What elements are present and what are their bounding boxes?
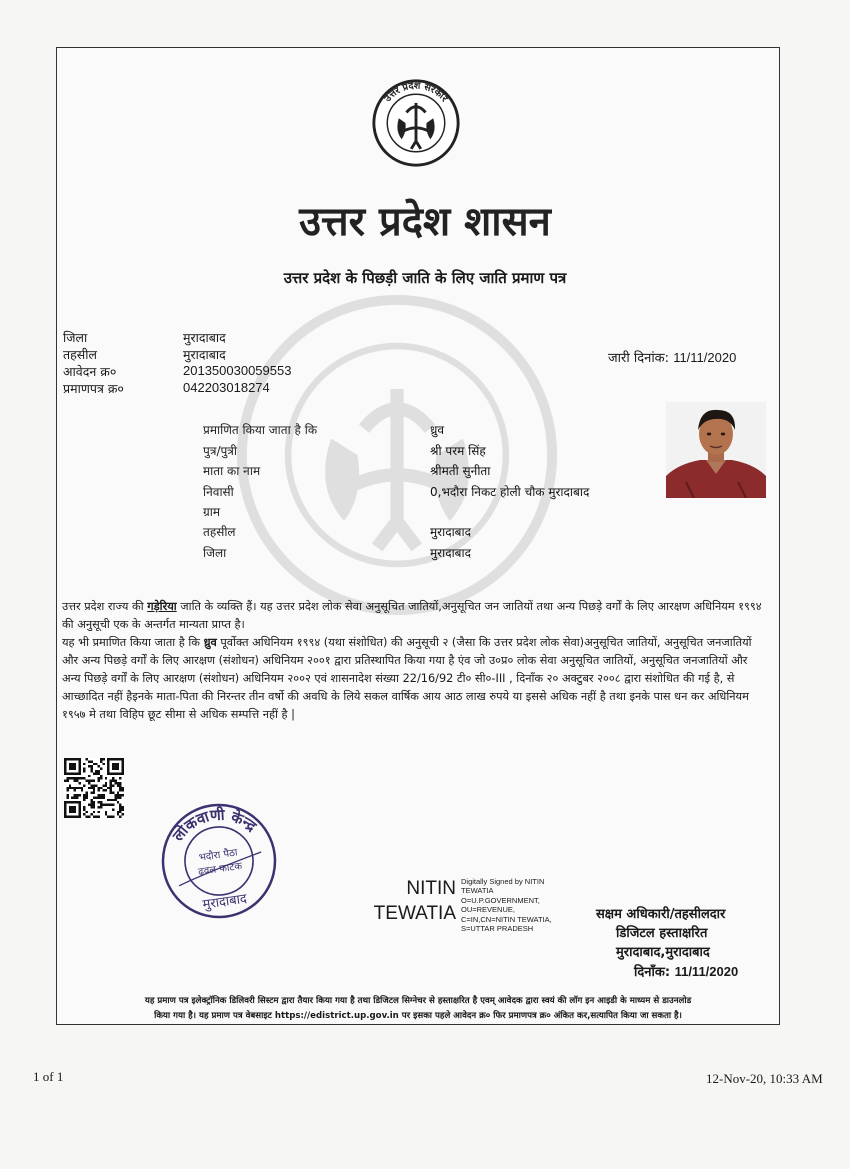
officer-date: 11/11/2020: [674, 964, 739, 979]
caste-name: गड़ेरिया: [147, 600, 177, 613]
body-text: यह भी प्रमाणित किया जाता है कि: [62, 636, 204, 649]
officer-date-label: दिनाँक:: [634, 965, 671, 980]
applicant-name: ध्रुव: [203, 636, 217, 649]
officer-place: मुरादाबाद,मुरादाबाद: [616, 945, 710, 960]
application-number-label: आवेदन क्र०: [63, 364, 117, 379]
certificate-number-value: 042203018274: [183, 380, 270, 395]
body-text: पूर्वोक्त अधिनियम १९९४ (यथा संशोधित) की अनुसूची २ (जैसा कि उत्तर प्रदेश लोक सेवा)अनुसूचित जातियों, अनुसूचित जनजातियों और अन्य पिछड़े वर्गों के लिए आरक्षण (संशोधन) अधिनियम २००१ द्वारा प्रतिस्थापित किया गया है एंव जो उ०प्र० लोक सेवा अनुसूचित जातियों, अनुसूचित जनजातियों और अन्य पिछड़े वर्गों के लिए आरक्षण (संशोधन) अधिनियम २००२ एवं शासनादेश संख्या 22/16/92 टी० सी०-III , दिनाँक २० अक्टुबर २००८ द्वारा संशोधित की गई है, से आच्छादित नहीं हैइनके माता-पिता की निरन्तर तीन वर्षो की अवधि के लिये सकल वार्षिक आय आठ लाख रुपये या इससे अधिक नहीं है तथा इनके पास धन कर अधिनियम १९५७ मे तथा विहिप छूट सीमा से अधिक सम्पत्ति नहीं है |: [62, 636, 752, 721]
lokvani-seal-stamp: [158, 800, 280, 922]
tehsil-label: तहसील: [63, 347, 97, 362]
seal-bottom-text: मुरादाबाद: [201, 891, 248, 913]
field-value: 0,भदौरा निकट होली चौक मुरादाबाद: [430, 485, 590, 499]
certificate-number-label: प्रमाणपत्र क्र०: [63, 381, 124, 396]
issue-date: [608, 348, 736, 366]
application-number-value: 201350030059553: [183, 363, 292, 378]
signature-detail-line: O=U.P.GOVERNMENT,: [461, 895, 540, 905]
field-label: माता का नाम: [203, 464, 261, 478]
field-value: मुरादाबाद: [430, 546, 472, 560]
signature-detail-line: TEWATIA: [461, 886, 494, 896]
svg-text:लोकवाणी केन्द्र: [165, 800, 262, 847]
watermark-emblem-icon: [232, 290, 562, 620]
up-government-emblem-icon: [368, 78, 464, 168]
page-title: उत्तर प्रदेश शासन: [299, 198, 551, 245]
field-value: श्रीमती सुनीता: [430, 464, 491, 478]
tehsil-value: मुरादाबाद: [183, 347, 226, 362]
print-timestamp: 12-Nov-20, 10:33 AM: [706, 1071, 823, 1086]
field-label: निवासी: [203, 485, 234, 499]
digital-signer-name: [366, 876, 456, 926]
body-text: जाति के व्यक्ति हैं। यह उत्तर प्रदेश लोक सेवा अनुसूचित जातियों,अनुसूचित जन जातियों तथा अन्य पिछड़े वर्गों के लिए आरक्षण अधिनियम १९९४ की अनुसूची एक के अन्तर्गत मान्यता प्राप्त है।: [62, 600, 762, 631]
signature-detail-line: Digitally Signed by NITIN: [461, 877, 545, 886]
seal-outer-text: लोकवाणी केन्द्र: [169, 805, 260, 845]
field-label: प्रमाणित किया जाता है कि: [203, 423, 318, 437]
issuing-officer: [596, 905, 738, 982]
officer-digital-signed: डिजिटल हस्ताक्षरित: [616, 926, 708, 941]
field-label: जिला: [203, 546, 227, 560]
field-label: ग्राम: [203, 505, 221, 519]
certificate-subtitle: उत्तर प्रदेश के पिछड़ी जाति के लिए जाति प्रमाण पत्र: [283, 269, 567, 287]
verification-note-line: यह प्रमाण पत्र इलेक्ट्रॉनिक डिलिवरी सिस्टम द्वारा तैयार किया गया है तथा डिजिटल सिग्नेचर से हस्ताक्षरित है एवम् आवेदक द्वारा स्वयं की लॉग इन आइडी के माध्यम से डाउनलोड: [144, 996, 692, 1006]
field-value: श्री परम सिंह: [430, 444, 486, 458]
district-value: मुरादाबाद: [183, 330, 226, 345]
signature-detail-line: S=UTTAR PRADESH: [461, 924, 534, 934]
qr-code-icon[interactable]: [64, 758, 124, 818]
verification-note: [62, 994, 774, 1024]
officer-title: सक्षम अधिकारी/तहसीलदार: [596, 907, 726, 922]
signature-detail-line: OU=REVENUE,: [461, 905, 515, 915]
signature-detail-line: C=IN,CN=NITIN TEWATIA,: [461, 914, 552, 924]
page-number: 1 of 1: [33, 1069, 64, 1084]
field-value: मुरादाबाद: [430, 525, 472, 539]
applicant-photo: [666, 402, 766, 498]
field-value: ध्रुव: [430, 423, 445, 437]
issue-date-value: 11/11/2020: [673, 350, 737, 365]
verification-note-line: किया गया है। यह प्रमाण पत्र वेबसाइट https://edistrict.up.gov.in पर इसका पहले आवेदन क्र० फिर प्रमाणपत्र क्र० अंकित कर,सत्यापित किया जा सकता है।: [154, 1011, 682, 1021]
certificate-body: [62, 598, 762, 724]
seal-inner-text: ढवल फाटक: [197, 860, 243, 878]
seal-inner-text: भदौरा पैठा: [198, 847, 239, 864]
field-label: पुत्र/पुत्री: [203, 444, 238, 458]
signer-name-line: TEWATIA: [373, 903, 456, 924]
emblem-text: उत्तर प्रदेश सरकार: [382, 80, 450, 105]
field-label: तहसील: [203, 525, 236, 539]
signer-name-line: NITIN: [406, 878, 456, 899]
digital-signature-details: [461, 877, 552, 933]
body-text: उत्तर प्रदेश राज्य की: [62, 600, 148, 613]
district-label: जिला: [63, 330, 88, 345]
issue-date-label: जारी दिनांक:: [608, 351, 670, 366]
